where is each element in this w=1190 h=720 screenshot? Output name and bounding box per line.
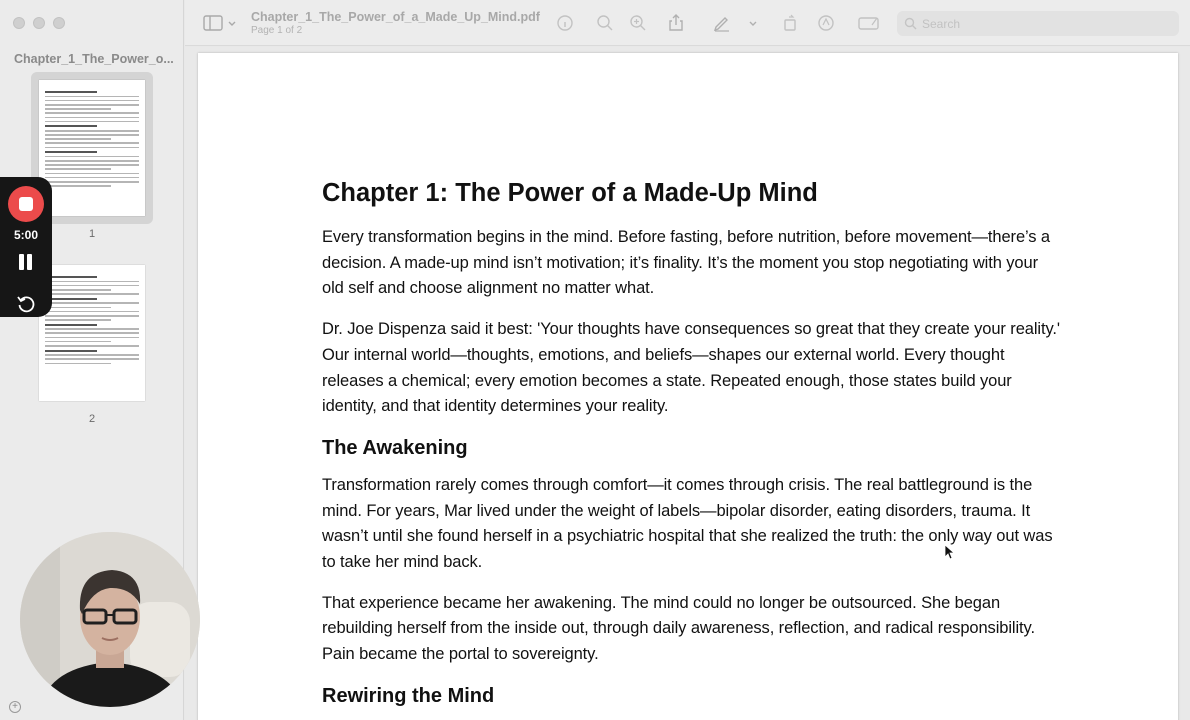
chapter-heading: Chapter 1: The Power of a Made-Up Mind [322,179,818,207]
chevron-down-icon[interactable] [227,14,237,32]
toolbar [185,0,1190,46]
paragraph: Dr. Joe Dispenza said it best: 'Your thoughts have consequences so great that they create your reality.' Our internal world—thoughts, emotions, and beliefs—shapes our external world. Every thought releases a chemical; every emotion becomes a state. Repeated enough, those states build your identity, and that identity determines your reality. [322,320,1060,416]
search-icon [904,17,917,30]
markup-pen-icon[interactable] [713,14,731,32]
minimize-window-button[interactable] [33,17,45,29]
add-page-icon[interactable]: + [9,701,21,713]
highlight-icon[interactable] [817,14,835,32]
recording-timer: 5:00 [13,228,39,242]
window-controls [13,17,65,29]
page-2-preview [39,265,145,401]
search-placeholder: Search [922,17,961,31]
info-icon[interactable] [556,14,574,32]
paragraph: Every transformation begins in the mind. Before fasting, before nutrition, before movement—there’s a decision. A made-up mind isn’t motivation; it’s finality. It’s the moment you stop negotiating with your old self and choose alignment no matter what. [322,228,1050,298]
page-content [322,177,1062,720]
thumbnail-page-number: 1 [88,228,96,240]
form-fill-icon[interactable] [858,14,880,32]
zoom-in-icon[interactable] [629,14,647,32]
document-title: Chapter_1_The_Power_of_a_Made_Up_Mind.pdf [251,10,540,24]
sidebar-title: Chapter_1_The_Power_o... [14,52,174,66]
zoom-window-button[interactable] [53,17,65,29]
restart-recording-icon[interactable] [16,294,36,314]
sidebar-toggle-icon[interactable] [203,14,223,32]
section-heading: Rewiring the Mind [322,684,495,707]
search-field[interactable] [897,11,1179,36]
presenter-video [20,532,200,707]
page-indicator: Page 1 of 2 [251,25,303,36]
pdf-page[interactable] [198,53,1178,720]
document-viewer[interactable] [185,47,1190,720]
rotate-icon[interactable] [781,14,799,32]
paragraph: That experience became her awakening. The mind could no longer be outsourced. She began rebuilding herself from the inside out, through daily awareness, reflection, and radical responsibility. Pain became the portal to sovereignty. [322,593,1035,664]
paragraph: Transformation rarely comes through comfort—it comes through crisis. The real battleground is the mind. For years, Mar lived under the weight of labels—bipolar disorder, eating disorders, trauma. It wasn’t until she found herself in a psychiatric hospital that she realized the truth: the only way out was to take her mind back. [322,475,1053,572]
close-window-button[interactable] [13,17,25,29]
section-heading: The Awakening [322,436,468,459]
page-1-preview [39,80,145,216]
share-icon[interactable] [667,14,685,32]
chevron-down-icon[interactable] [748,14,758,32]
webcam-bubble[interactable] [20,532,200,707]
zoom-out-icon[interactable] [596,14,614,32]
screen-recorder-widget [0,177,52,317]
thumbnail-page-number: 2 [88,413,96,425]
stop-recording-button[interactable] [8,186,44,222]
pause-recording-button[interactable] [18,254,34,270]
mouse-cursor-icon [944,544,956,560]
